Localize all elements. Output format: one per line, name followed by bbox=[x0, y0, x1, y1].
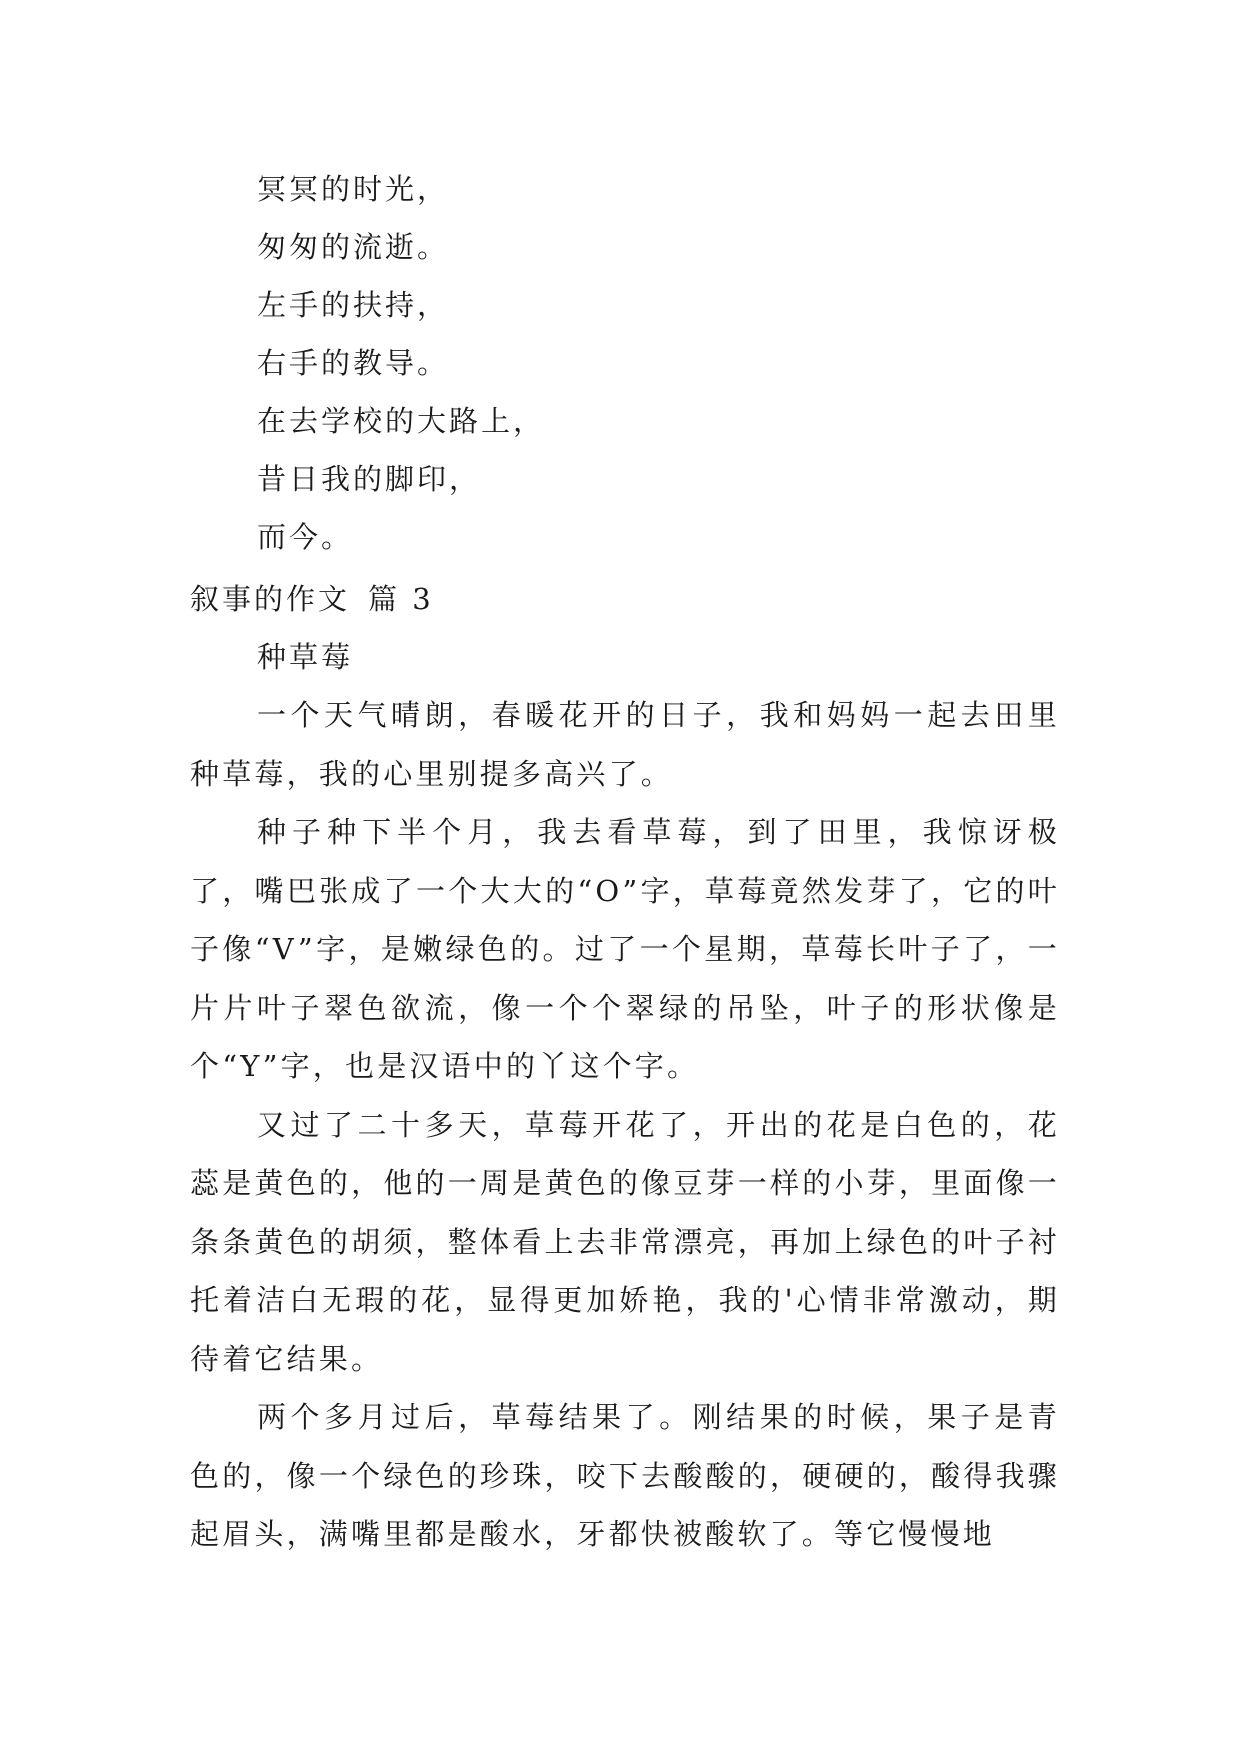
paragraph: 一个天气晴朗，春暖花开的日子，我和妈妈一起去田里种草莓，我的心里别提多高兴了。 bbox=[190, 698, 1060, 791]
paragraph: 两个多月过后，草莓结果了。刚结果的时候，果子是青色的，像一个绿色的珍珠，咬下去酸酸的，硬硬的，酸得我骤起眉头，满嘴里都是酸水，牙都快被酸软了。等它慢慢地 bbox=[190, 1400, 1060, 1551]
poem-line: 匆匆的流逝。 bbox=[257, 230, 450, 264]
poem-line: 右手的教导。 bbox=[257, 346, 450, 380]
paragraph: 种子种下半个月，我去看草莓，到了田里，我惊讶极了，嘴巴张成了一个大大的“O”字，草莓竟然发芽了，它的叶子像“V”字，是嫩绿色的。过了一个星期，草莓长叶子了，一片片叶子翠色欲流，像一个个翠绿的吊坠，叶子的形状像是个“Y”字，也是汉语中的丫这个字。 bbox=[190, 815, 1060, 1083]
poem-line: 左手的扶持， bbox=[257, 288, 450, 322]
poem-line: 昔日我的脚印， bbox=[257, 462, 482, 496]
poem-line: 而今。 bbox=[257, 520, 354, 554]
essay-body bbox=[190, 628, 1060, 1564]
poem-line: 冥冥的时光， bbox=[257, 172, 450, 206]
section-number: 篇 3 bbox=[368, 582, 434, 616]
essay-subtitle: 种草莓 bbox=[257, 640, 354, 674]
paragraph: 又过了二十多天，草莓开花了，开出的花是白色的，花蕊是黄色的，他的一周是黄色的像豆芽一样的小芽，里面像一条条黄色的胡须，整体看上去非常漂亮，再加上绿色的叶子衬托着洁白无瑕的花，显得更加娇艳，我的'心情非常激动，期待着它结果。 bbox=[190, 1107, 1060, 1376]
section-heading bbox=[190, 570, 434, 628]
poem-line: 在去学校的大路上， bbox=[257, 404, 546, 438]
poem bbox=[257, 160, 1057, 566]
section-title: 叙事的作文 bbox=[190, 582, 351, 616]
